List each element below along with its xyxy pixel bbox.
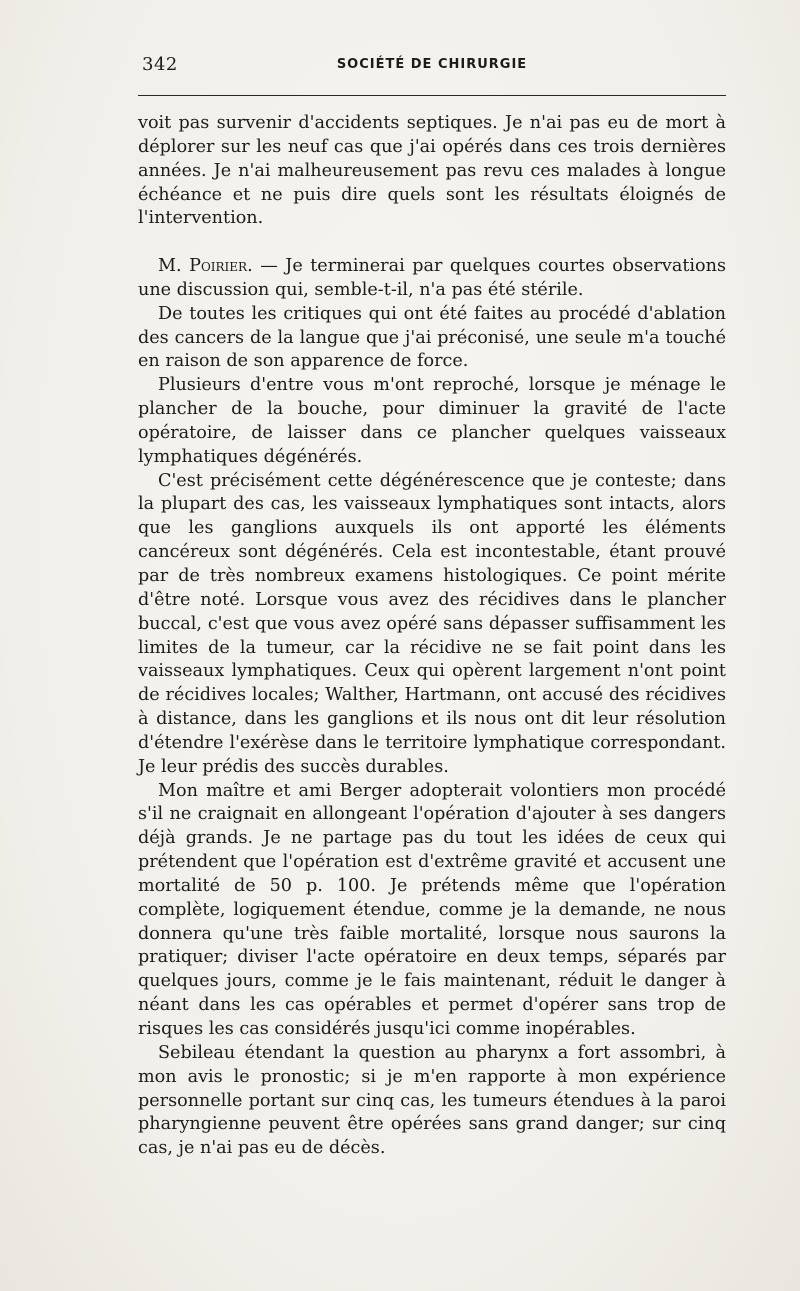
- paragraph-poirier: [138, 255, 726, 303]
- paragraph: De toutes les critiques qui ont été faites au procédé d'ablation des cancers de la langue que j'ai préconisé, une seule m'a touché en raison de son apparence de force.: [138, 303, 726, 372]
- paragraph: Sebileau étendant la question au pharynx a fort assombri, à mon avis le pronostic; si je m'en rapporte à mon expérience personnelle portant sur cinq cas, les tumeurs étendues à la paroi pharyngienne peuvent être opérées sans grand danger; sur cinq cas, je n'ai pas eu de décès.: [138, 1042, 726, 1159]
- page-header: [138, 54, 726, 84]
- paragraph: Mon maître et ami Berger adopterait volontiers mon procédé s'il ne craignait en allongeant l'opération d'ajouter à ses dangers déjà grands. Je ne partage pas du tout les idées de ceux qui prétendent que l'opération est d'extrême gravité et accusent une mortalité de 50 p. 100. Je prétends même que l'opération complète, logiquement étendue, comme je la demande, ne nous donnera qu'une très faible mortalité, lorsque nous saurons la pratiquer; diviser l'acte opératoire en deux temps, séparés par quelques jours, comme je le fais maintenant, réduit le danger à néant dans les cas opérables et permet d'opérer sans trop de risques les cas considérés jusqu'ici comme inopérables.: [138, 780, 726, 1040]
- paragraph: Plusieurs d'entre vous m'ont reproché, lorsque je ménage le plancher de la bouche, pour diminuer la gravité de l'acte opératoire, de laisser dans ce plancher quelques vaisseaux lymphatiques dégénérés.: [138, 375, 726, 467]
- speaker-name: Poirier: [189, 256, 248, 277]
- body-text: [138, 112, 726, 1161]
- speaker-text: . — Je terminerai par quelques courtes observations une discussion qui, semble-t-il, n'a pas été stérile.: [138, 256, 726, 300]
- paragraph-continuation: voit pas survenir d'accidents septiques. Je n'ai pas eu de mort à déplorer sur les neuf cas que j'ai opérés dans ces trois dernières années. Je n'ai malheureusement pas revu ces malades à longue échéance et ne puis dire quels sont les résultats éloignés de l'intervention.: [138, 113, 726, 229]
- paragraph: C'est précisément cette dégénérescence que je conteste; dans la plupart des cas, les vaisseaux lymphatiques sont intacts, alors que les ganglions auxquels ils ont apporté les éléments cancéreux sont dégénérés. Cela est incontestable, étant prouvé par de très nombreux examens histologiques. Ce point mérite d'être noté. Lorsque vous avez des récidives dans le plancher buccal, c'est que vous avez opéré sans dépasser suffisamment les limites de la tumeur, car la récidive ne se fait point dans les vaisseaux lymphatiques. Ceux qui opèrent largement n'ont point de récidives locales; Walther, Hartmann, ont accusé des récidives à distance, dans les ganglions et ils nous ont dit leur résolution d'étendre l'exérèse dans le territoire lymphatique correspondant. Je leur prédis des succès durables.: [138, 470, 726, 777]
- running-head: SOCIÉTÉ DE CHIRURGIE: [336, 57, 528, 72]
- page-number: 342: [142, 54, 178, 75]
- header-rule: [138, 95, 726, 96]
- speaker-prefix: M.: [158, 256, 190, 277]
